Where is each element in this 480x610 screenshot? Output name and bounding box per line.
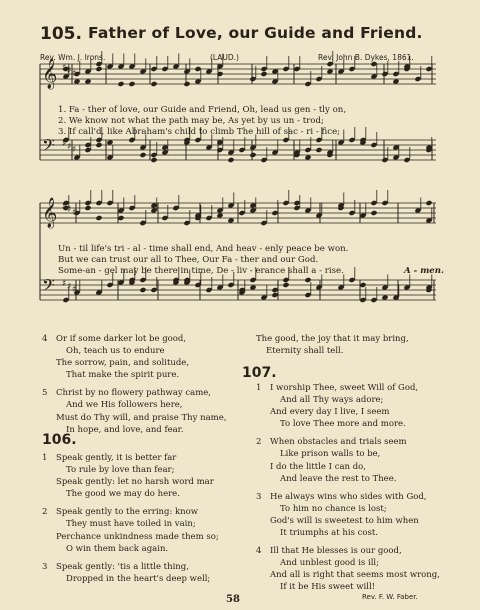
sharp-sign: ♯	[62, 139, 67, 149]
note-head	[216, 71, 223, 77]
sharp-sign: ♯	[72, 208, 77, 218]
note-head	[117, 81, 124, 87]
sharp-sign: ♯	[67, 282, 72, 292]
lyric-line: 3. If call'd, like Abraham's child to climb The hill of sac - ri - fice;	[58, 127, 341, 137]
verse: 4 Or if some darker lot be good, Oh, teach us to endure The sorrow, pain, and solitude, That make the spirit pure.	[42, 334, 190, 381]
sharp-sign: ♯	[62, 279, 67, 289]
amen-text: A - men.	[404, 266, 445, 276]
right-column-continuation: The good, the joy that it may bring, Eternity shall tell.	[256, 334, 409, 357]
lyric-line: But we can trust our all to Thee, Our Fa - ther and our God.	[58, 255, 319, 265]
note-head	[150, 81, 157, 87]
note-head	[150, 157, 157, 163]
hymn-107-author: Rev. F. W. Faber.	[362, 593, 418, 601]
bass-clef: 𝄢	[42, 275, 55, 299]
note-head	[95, 142, 102, 148]
verse: 1 Speak gently, it is better far To rule by love than fear; Speak gently: let no harsh word mar The good we may do here.	[42, 453, 214, 500]
sharp-sign: ♯	[67, 66, 72, 76]
note-head	[95, 66, 102, 72]
sharp-sign: ♯	[72, 145, 77, 155]
bass-clef: 𝄢	[42, 135, 55, 159]
lyric-line: Some-an - gel may be there in time, De - liv - erance shall a - rise.	[58, 266, 344, 276]
hymn-106-verses	[42, 452, 219, 591]
note-head	[183, 81, 190, 87]
note-head	[128, 81, 135, 87]
tune-name: (LAUD.)	[210, 53, 239, 62]
verse: 3 Speak gently: 'tis a little thing, Dropped in the heart's deep well;	[42, 561, 211, 584]
page-number: 58	[226, 594, 240, 605]
note-head	[282, 282, 289, 288]
note-head	[370, 210, 377, 216]
treble-clef: 𝄞	[42, 59, 58, 89]
note-head	[315, 147, 322, 153]
note-head	[249, 152, 256, 158]
verse: 4 Ill that He blesses is our good, And unblest good is ill; And all is right that seems most wrong, If it be His sweet will!	[256, 546, 440, 593]
note-head	[227, 157, 234, 163]
sharp-sign: ♯	[72, 285, 77, 295]
sharp-sign: ♯	[62, 63, 67, 73]
hymn-106-number: 106.	[42, 432, 77, 448]
verse: 2 Speak gently to the erring: know They must have toiled in vain; Perchance unkindness made them so; O win them back again.	[42, 507, 219, 554]
left-column	[42, 333, 226, 442]
lyric-line: Un - til life's tri - al - time shall end, And heav - enly peace be won.	[58, 244, 349, 254]
music-composer: Rev. John B. Dykes, 1861.	[318, 53, 414, 62]
lyric-line: 2. We know not what the path may be, As yet by us un - trod;	[58, 116, 324, 126]
note-head	[139, 287, 146, 293]
verse: 1 I worship Thee, sweet Will of God, And all Thy ways adore; And every day I live, I seem To love Thee more and more.	[256, 383, 419, 430]
hymn-105-number: 105.	[40, 24, 82, 44]
sharp-sign: ♯	[72, 69, 77, 79]
hymn-107-verses	[256, 382, 440, 600]
note-head	[84, 205, 91, 211]
hymn-105-title: Father of Love, our Guide and Friend.	[88, 24, 423, 42]
sharp-sign: ♯	[62, 202, 67, 212]
note-head	[425, 200, 432, 206]
sharp-sign: ♯	[67, 142, 72, 152]
hymn-107-number: 107.	[242, 365, 277, 381]
lyric-line: 1. Fa - ther of love, our Guide and Friend, Oh, lead us gen - tly on,	[58, 105, 347, 115]
note-head	[139, 152, 146, 158]
verse: 5 Christ by no flowery pathway came, And we His followers here, Must do Thy will, and praise Thy name, In hope, and love, and fear.	[42, 388, 227, 435]
note-head	[95, 215, 102, 221]
sharp-sign: ♯	[67, 205, 72, 215]
verse: 2 When obstacles and trials seem Like prison walls to be, I do the little I can do, And leave the rest to Thee.	[256, 437, 407, 484]
verse: 3 He always wins who sides with God, To him no chance is lost; God's will is sweetest to him when It triumphs at his cost.	[256, 491, 427, 539]
treble-clef: 𝄞	[42, 198, 58, 228]
words-author: Rev. Wm. J. Irons.	[40, 53, 106, 62]
note-head	[260, 71, 267, 77]
